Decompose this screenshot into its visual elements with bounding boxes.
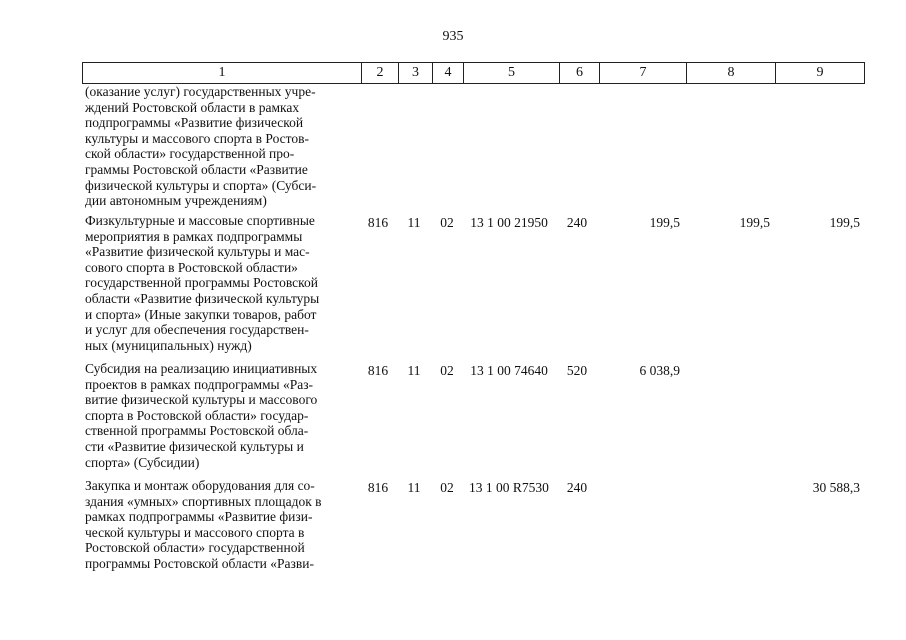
subsection-code: 02 (440, 363, 454, 378)
header-col-2: 2 (361, 63, 398, 83)
row-description: Субсидия на реализацию инициативных проектов в рамках подпрограммы «Раз- витие физической культуры и массового спорта в Ростовской области» государ- ственной программы Ростовской обла- сти «Развитие физической культуры и спорта» (Субсидии) (85, 361, 318, 470)
amount-col-7: 6 038,9 (639, 363, 680, 378)
row-description: (оказание услуг) государственных учре- ждений Ростовской области в рамках подпрограммы «Развитие физической культуры и массового спорта в Ростов- ской области» государственной про- граммы Ростовской области «Развитие физической культуры и спорта» (Субси- дии автономным учреждениям) (85, 84, 317, 209)
table-row (82, 84, 865, 213)
row-description: Физкультурные и массовые спортивные мероприятия в рамках подпрограммы «Развитие физической культуры и мас- сового спорта в Ростовской области» государственной программы Ростовской области «Развитие физической культуры и спорта» (Иные закупки товаров, работ и услуг для обеспечения государствен- ных (муниципальных) нужд) (85, 213, 320, 353)
table-header-row (82, 62, 865, 84)
target-article-code: 13 1 00 74640 (470, 363, 548, 378)
header-col-8: 8 (686, 63, 775, 83)
table-row (82, 478, 865, 578)
header-col-9: 9 (775, 63, 864, 83)
amount-col-8: 199,5 (739, 215, 770, 230)
amount-col-9: 199,5 (829, 215, 860, 230)
target-article-code: 13 1 00 21950 (470, 215, 548, 230)
target-article-code: 13 1 00 R7530 (469, 480, 549, 495)
expense-type-code: 240 (566, 480, 588, 495)
row-description: Закупка и монтаж оборудования для со- здания «умных» спортивных площадок в рамках подпрограммы «Развитие физи- ческой культуры и массового спорта в Ростовской области» государственной программы Ростовской области «Разви- (85, 478, 322, 571)
header-col-6: 6 (559, 63, 599, 83)
header-col-1: 1 (218, 65, 226, 80)
ministry-code: 816 (367, 215, 389, 230)
ministry-code: 816 (367, 480, 389, 495)
page-number: 935 (442, 29, 464, 44)
section-code: 11 (407, 363, 421, 378)
table-row (82, 361, 865, 478)
header-col-4: 4 (432, 63, 463, 83)
subsection-code: 02 (440, 215, 454, 230)
section-code: 11 (407, 480, 421, 495)
amount-col-9: 30 588,3 (812, 480, 860, 495)
header-col-7: 7 (599, 63, 686, 83)
table-row (82, 213, 865, 361)
amount-col-7: 199,5 (649, 215, 680, 230)
header-col-3: 3 (398, 63, 432, 83)
subsection-code: 02 (440, 480, 454, 495)
expense-type-code: 520 (566, 363, 588, 378)
section-code: 11 (407, 215, 421, 230)
budget-table (82, 62, 865, 578)
expense-type-code: 240 (566, 215, 588, 230)
ministry-code: 816 (367, 363, 389, 378)
header-col-5: 5 (463, 63, 559, 83)
